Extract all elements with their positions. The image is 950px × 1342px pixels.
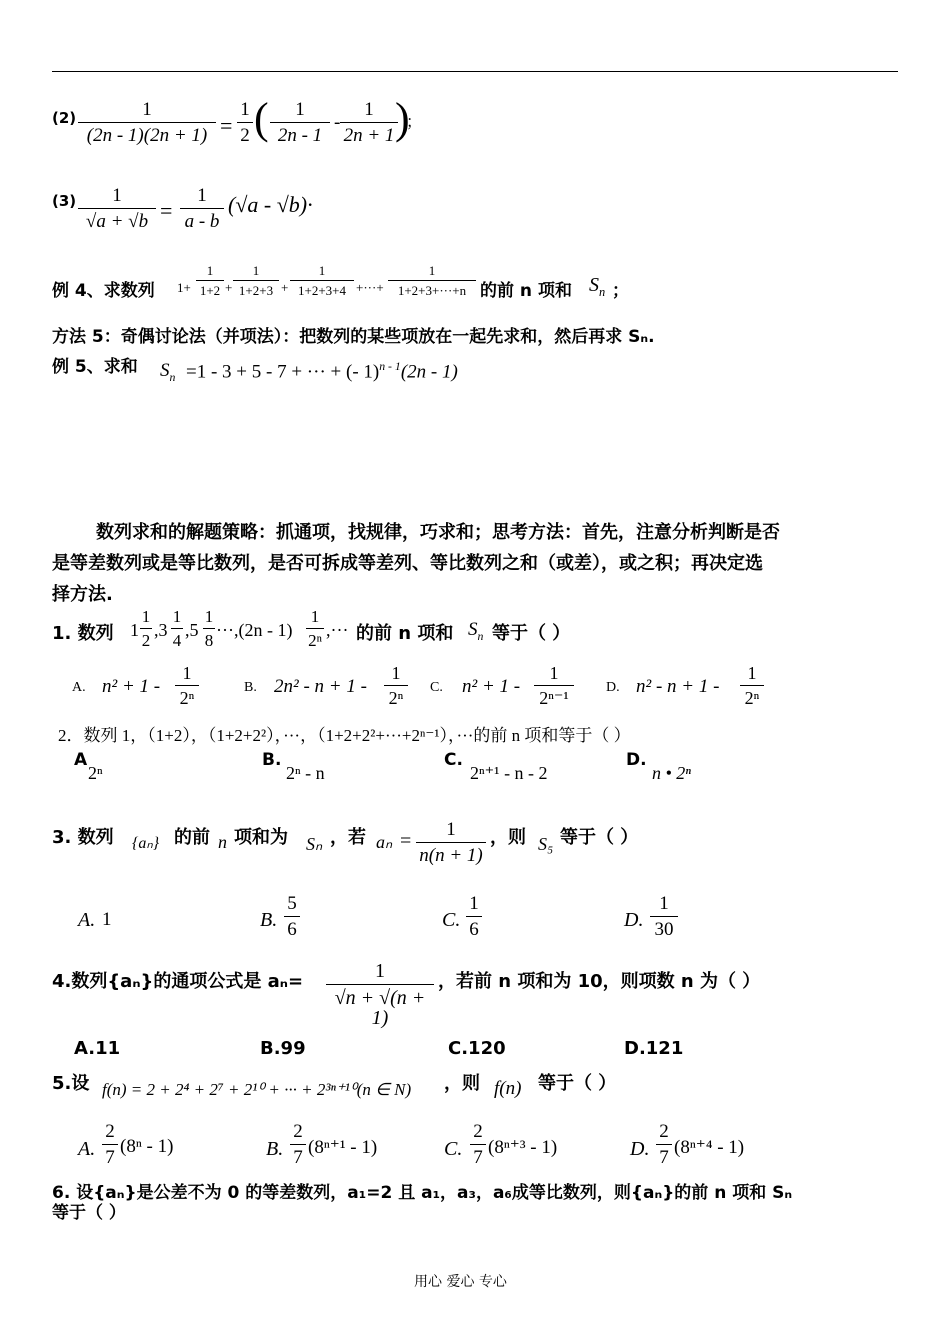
numerator: 2 <box>473 1121 483 1142</box>
q4-option-a[interactable]: A.11 <box>74 1038 121 1059</box>
numerator: 5 <box>287 893 297 914</box>
n-symbol: n <box>218 832 227 852</box>
q4-frac <box>326 961 434 1028</box>
ellipsis: +···+ <box>356 280 384 295</box>
option-value: 2ⁿ - n <box>286 763 325 783</box>
option-tail: (8ⁿ - 1) <box>120 1136 174 1157</box>
plus: + <box>225 280 233 295</box>
semicolon: ； <box>406 112 423 131</box>
denominator: 2n - 1 <box>277 125 323 146</box>
sn-symbol <box>160 360 175 385</box>
example-4-tail: 的前 n 项和 <box>480 281 572 301</box>
option-value: 1 <box>102 909 112 930</box>
example-4-label: 例 4、求数列 <box>52 281 155 301</box>
denominator: 2 <box>141 631 151 650</box>
option-value: 2ⁿ <box>88 763 103 783</box>
q3-if: ，若 <box>330 827 366 848</box>
example-5-expr <box>186 360 458 383</box>
denominator: 8 <box>204 631 214 650</box>
numerator: 2 <box>105 1121 115 1142</box>
formula-3-rhs: (√a - √b)· <box>228 192 313 217</box>
denominator: 7 <box>293 1147 303 1168</box>
denominator: 2ⁿ <box>744 688 760 708</box>
paren-close: ) <box>395 94 410 143</box>
an-symbol: aₙ <box>376 832 393 852</box>
denominator: n(n + 1) <box>419 845 483 866</box>
q4-option-c[interactable]: C.120 <box>448 1038 506 1059</box>
option-expr: 2n² - n + 1 - <box>274 676 367 697</box>
option-frac <box>656 1122 672 1167</box>
q1-tail: 的前 n 项和 <box>356 623 454 644</box>
numerator: 1 <box>364 99 374 120</box>
option-frac <box>740 664 764 707</box>
option-key: A. <box>78 909 96 931</box>
q5-then: ，则 <box>444 1073 480 1094</box>
sn-letter: S <box>589 274 599 296</box>
q3-frac <box>416 820 486 865</box>
denominator: 7 <box>105 1147 115 1168</box>
option-key: A. <box>78 1138 96 1160</box>
expr: =1 - 3 + 5 - 7 + ··· + (- 1) <box>186 361 380 383</box>
q1-label: 1. 数列 <box>52 623 114 644</box>
formula-2-lhs <box>78 100 216 145</box>
seq-term-3 <box>290 264 354 297</box>
denominator: √n + √(n + 1) <box>334 987 426 1029</box>
option-frac <box>284 894 300 939</box>
seq-frac <box>140 608 152 649</box>
option-key: B. <box>266 1138 284 1160</box>
option-key: D. <box>624 909 644 931</box>
denominator: 2ⁿ <box>388 688 404 708</box>
option-frac <box>384 664 408 707</box>
formula-3-coef <box>180 186 224 231</box>
denominator: 6 <box>287 919 297 940</box>
numerator: 2 <box>659 1121 669 1142</box>
q4-option-d[interactable]: D.121 <box>624 1038 684 1059</box>
paren-open: ( <box>254 94 269 143</box>
strategy-line-3: 择方法. <box>52 584 113 605</box>
minus: - <box>334 112 341 133</box>
sn-subscript: n <box>599 285 606 299</box>
equals: = <box>400 830 412 852</box>
option-expr: n² + 1 - <box>102 676 161 697</box>
option-key: B. <box>262 750 282 770</box>
q4-option-b[interactable]: B.99 <box>260 1038 306 1059</box>
numerator: 1 <box>197 185 207 206</box>
numerator: 1 <box>318 263 326 278</box>
set-symbol: {aₙ} <box>132 835 160 852</box>
numerator: 1 <box>310 607 320 626</box>
numerator: 1 <box>240 99 250 120</box>
numerator: 1 <box>142 99 152 120</box>
option-frac <box>290 1122 306 1167</box>
seq-term-1 <box>196 264 224 297</box>
denominator: 1+2+3 <box>238 283 274 298</box>
denominator: 4 <box>172 631 182 650</box>
denominator: 1+2+3+4 <box>298 283 346 298</box>
denominator: 2ⁿ⁻¹ <box>539 688 569 708</box>
strategy-line-1: 数列求和的解题策略：抓通项，找规律，巧求和；思考方法：首先，注意分析判断是否 <box>96 522 780 543</box>
q5-label: 5.设 <box>52 1073 90 1094</box>
numerator: 1 <box>182 663 192 683</box>
denominator: 2ⁿ <box>179 688 195 708</box>
seq-frac <box>171 608 183 649</box>
seq-term-2 <box>233 264 279 297</box>
q3-mid2: 项和为 <box>234 827 288 848</box>
q6-line-2: 等于（ ） <box>52 1203 126 1223</box>
option-tail: (8ⁿ⁺⁴ - 1) <box>674 1137 745 1158</box>
seq-frac <box>203 608 215 649</box>
seq-tail: ,··· <box>326 620 349 640</box>
formula-2-coef <box>237 100 253 145</box>
q3-ask: 等于（ ） <box>560 827 639 848</box>
sn-symbol <box>589 274 605 300</box>
option-key: B. <box>260 909 278 931</box>
q5-ask: 等于（ ） <box>538 1073 617 1094</box>
numerator: 1 <box>659 893 669 914</box>
denominator: a - b <box>184 211 220 232</box>
option-tail: (8ⁿ⁺³ - 1) <box>488 1137 558 1158</box>
formula-2-label: (2) <box>52 109 77 127</box>
option-key: B. <box>244 680 257 695</box>
option-value: n • 2ⁿ <box>652 763 691 783</box>
formula-3-label: (3) <box>52 192 77 210</box>
fn-symbol: f(n) <box>494 1078 522 1099</box>
denominator: 1+2 <box>199 283 221 298</box>
numerator: 1 <box>375 960 385 982</box>
numerator: 1 <box>204 607 214 626</box>
denominator: 2n + 1 <box>343 125 395 146</box>
sn-symbol <box>468 619 483 644</box>
exponent: n - 1 <box>379 360 401 373</box>
seq-lead: 1+ <box>177 280 191 295</box>
q5-expr: f(n) = 2 + 2⁴ + 2⁷ + 2¹⁰ + ··· + 2³ⁿ⁺¹⁰(n ∈ N) <box>102 1080 412 1099</box>
option-key: D. <box>626 750 647 770</box>
formula-2-t1 <box>270 100 330 145</box>
option-tail: (8ⁿ⁺¹ - 1) <box>308 1137 378 1158</box>
numerator: 2 <box>293 1121 303 1142</box>
denominator: (2n - 1)(2n + 1) <box>86 125 208 146</box>
numerator: 1 <box>172 607 182 626</box>
header-rule <box>52 71 898 72</box>
numerator: 1 <box>295 99 305 120</box>
q3-label: 3. 数列 <box>52 827 114 848</box>
seq-mid: ···,(2n - 1) <box>216 620 293 640</box>
numerator: 1 <box>141 607 151 626</box>
option-key: C. <box>444 1138 463 1160</box>
q4-label: 4.数列{aₙ}的通项公式是 aₙ= <box>52 971 304 992</box>
sn-letter: S <box>468 619 478 640</box>
sn-subscript: n <box>169 370 176 384</box>
s5-symbol: S₅ <box>538 834 554 854</box>
seq-term-n <box>388 264 476 297</box>
option-frac <box>175 664 199 707</box>
q2-text: 2．数列 1，（1+2），（1+2+2²），···，（1+2+2²+···+2ⁿ⁻¹），···的前 n 项和等于（ ） <box>58 726 631 745</box>
denominator: 7 <box>473 1147 483 1168</box>
q3-mid: 的前 <box>174 827 210 848</box>
semicolon: ； <box>612 281 629 301</box>
strategy-line-2: 是等差数列或是等比数列，是否可拆成等差列、等比数列之和（或差），或之积；再决定选 <box>52 553 763 574</box>
option-expr: n² + 1 - <box>462 676 521 697</box>
denominator: 6 <box>469 919 479 940</box>
option-value: 2ⁿ⁺¹ - n - 2 <box>470 763 548 783</box>
option-key: A. <box>72 680 86 695</box>
option-key: D. <box>606 680 620 695</box>
numerator: 1 <box>391 663 401 683</box>
method-5: 方法 5：奇偶讨论法（并项法）：把数列的某些项放在一起先求和，然后再求 Sₙ. <box>52 327 655 347</box>
denominator: 2 <box>240 125 250 146</box>
option-frac <box>470 1122 486 1167</box>
option-frac <box>102 1122 118 1167</box>
numerator: 1 <box>549 663 559 683</box>
numerator: 1 <box>112 185 122 206</box>
numerator: 1 <box>446 819 456 840</box>
example-5-label: 例 5、求和 <box>52 357 138 377</box>
denominator: 7 <box>659 1147 669 1168</box>
sn-symbol: Sₙ <box>306 834 323 854</box>
seq-int: 1 <box>130 620 139 640</box>
denominator: 2ⁿ <box>308 631 322 650</box>
option-key: C. <box>444 750 463 770</box>
seq-frac-n <box>306 608 324 649</box>
equals: = <box>160 198 173 223</box>
formula-3-lhs <box>78 186 156 231</box>
equals: = <box>220 113 233 138</box>
sn-subscript: n <box>477 629 484 643</box>
q1-ask: 等于（ ） <box>492 623 571 644</box>
denominator: 30 <box>654 919 674 940</box>
numerator: 1 <box>206 263 214 278</box>
numerator: 1 <box>469 893 479 914</box>
q6-line-1: 6. 设{aₙ}是公差不为 0 的等差数列，a₁=2 且 a₁，a₃，a₆成等比数列，则{aₙ}的前 n 项和 Sₙ <box>52 1183 793 1203</box>
option-key: D. <box>630 1138 650 1160</box>
sn-letter: S <box>160 360 170 381</box>
denominator: √a + √b <box>85 211 149 232</box>
expr-tail: (2n - 1) <box>400 361 458 383</box>
numerator: 1 <box>252 263 260 278</box>
plus: + <box>281 280 289 295</box>
page-footer: 用心 爱心 专心 <box>414 1274 507 1290</box>
numerator: 1 <box>747 663 757 683</box>
option-frac <box>534 664 574 707</box>
seq-int: ,3 <box>154 620 168 640</box>
q4-tail: ，若前 n 项和为 10，则项数 n 为（ ） <box>438 971 761 992</box>
option-frac <box>466 894 482 939</box>
formula-2-t2 <box>340 100 398 145</box>
option-key: C. <box>442 909 461 931</box>
q3-then: ，则 <box>490 827 526 848</box>
option-key: A <box>74 750 88 770</box>
seq-int: ,5 <box>185 620 199 640</box>
option-expr: n² - n + 1 - <box>636 676 720 697</box>
numerator: 1 <box>428 263 436 278</box>
option-frac <box>650 894 678 939</box>
option-key: C. <box>430 680 443 695</box>
denominator: 1+2+3+···+n <box>397 283 467 298</box>
